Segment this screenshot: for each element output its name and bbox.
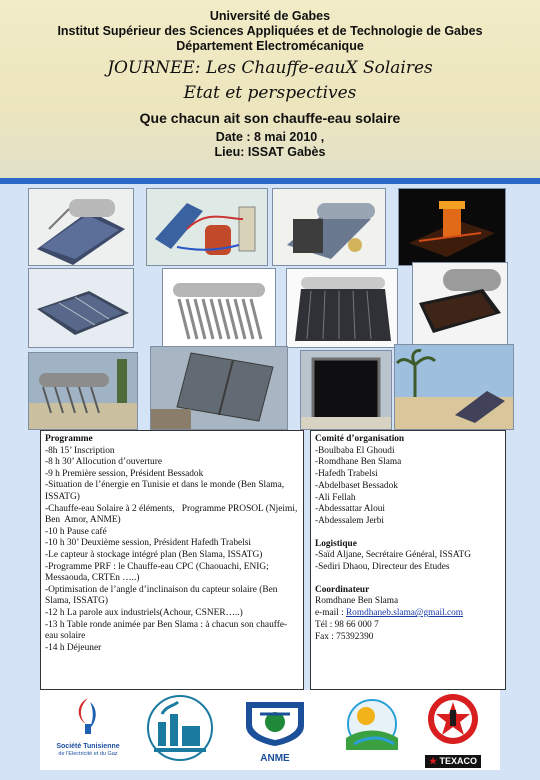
event-subtitle: Etat et perspectives: [183, 83, 357, 103]
coordinator-tel: Tél : 98 66 000 7: [315, 619, 379, 630]
programme-item: -12 h La parole aux industriels(Achour, CSNER…..): [45, 607, 243, 618]
solar-tank-photo: [272, 188, 386, 266]
steg-logo: [50, 694, 126, 766]
programme-panel: [40, 430, 304, 690]
black-panel-photo: [300, 350, 392, 430]
logistique-member: -Sediri Dhaou, Directeur des Etudes: [315, 562, 450, 573]
texaco-star-icon: [426, 692, 480, 746]
comite-member: -Abdessalem Jerbi: [315, 515, 384, 526]
programme-item: -8h 15’ Inscription: [45, 445, 115, 456]
programme-item: -Situation de l’énergie en Tunisie et dans le monde (Ben Slama, ISSATG): [45, 480, 287, 502]
steg-caption-2: de l'Electricité et du Gaz: [58, 751, 118, 757]
industrial-logo: [140, 692, 220, 766]
tube-array-photo: [286, 268, 398, 348]
poster-header: [0, 0, 540, 178]
programme-item: -8 h 30’ Allocution d’ouverture: [45, 457, 162, 468]
comite-member: -Boulbaba El Ghoudi: [315, 445, 395, 456]
programme-item: -9 h Première session, Président Bessadok: [45, 468, 204, 479]
coordinator-email-link[interactable]: Romdhaneb.slama@gmail.com: [345, 608, 463, 619]
anme-label: ANME: [260, 753, 290, 764]
solar-heater-photo-1: [28, 188, 134, 266]
institute-name: Institut Supérieur des Sciences Appliquées et de Technologie de Gabes: [57, 24, 483, 38]
factory-emblem-icon: [140, 692, 220, 766]
event-date: Date : 8 mai 2010 ,: [215, 130, 325, 144]
solar-cutaway-photo: [398, 188, 506, 266]
integrated-collector-photo: [150, 346, 288, 430]
programme-item: -13 h Table ronde animée par Ben Slama : à chacun son chauffe-eau solaire: [45, 619, 288, 642]
anme-emblem-icon: [236, 692, 314, 748]
steg-caption-1: Société Tunisienne: [56, 743, 120, 750]
comite-member: -Abdelbaset Bessadok: [315, 480, 398, 491]
organisation-panel: [310, 430, 506, 690]
coordinator-email-row: [315, 608, 501, 620]
coordinator-name: Romdhane Ben Slama: [315, 596, 399, 607]
evacuated-tube-photo: [162, 268, 276, 348]
programme-item: -14 h Déjeuner: [45, 642, 102, 653]
logistique-member: -Saïd Aljane, Secrétaire Général, ISSATG: [315, 550, 471, 561]
programme-item: -Optimisation de l’angle d’inclinaison du capteur solaire (Ben Slama, ISSATG): [45, 584, 280, 607]
sponsor-logos: [40, 690, 500, 770]
compact-heater-photo: [412, 262, 508, 348]
flat-collector-photo: [28, 268, 134, 348]
department-name: Département Electromécanique: [176, 39, 364, 53]
programme-item: -Chauffe-eau Solaire à 2 éléments, Programme PROSOL (Njeimi, Ben Amor, ANME): [45, 503, 300, 526]
comite-member: -Romdhane Ben Slama: [315, 457, 402, 468]
desert-installation-photo: [394, 344, 514, 430]
university-name: Université de Gabes: [209, 9, 331, 23]
texaco-logo: [418, 692, 488, 768]
comite-heading: Comité d’organisation: [315, 434, 405, 444]
slogan: Que chacun ait son chauffe-eau solaire: [139, 110, 401, 126]
anme-logo: [232, 692, 318, 768]
event-location: Lieu: ISSAT Gabès: [214, 145, 326, 159]
texaco-mini-star-icon: ★: [428, 756, 438, 766]
comite-member: -Hafedh Trabelsi: [315, 469, 378, 480]
programme-heading: Programme: [45, 434, 93, 444]
texaco-label: TEXACO: [439, 756, 478, 766]
sun-emblem-icon: [332, 694, 408, 766]
programme-item: -10 h Pause café: [45, 526, 107, 537]
steg-emblem-icon: [68, 694, 108, 738]
programme-item: -10 h 30’ Deuxième session, Président Hafedh Trabelsi: [45, 538, 252, 549]
coordinator-fax: Fax : 75392390: [315, 631, 374, 642]
email-label: e-mail :: [315, 608, 346, 619]
comite-member: -Abdessattar Aloui: [315, 504, 385, 515]
solar-diagram-photo: [146, 188, 268, 266]
programme-item: -Le capteur à stockage intégré plan (Ben Slama, ISSATG): [45, 549, 263, 560]
programme-item: -Programme PRF : le Chauffe-eau CPC (Chaouachi, ENIG; Messaouda, CRTEn …..): [45, 561, 272, 584]
comite-member: -Ali Fellah: [315, 492, 356, 503]
rooftop-installation-photo: [28, 352, 138, 430]
solar-program-logo: [332, 694, 408, 766]
logistique-heading: Logistique: [315, 538, 357, 549]
coordinator-heading: Coordinateur: [315, 584, 370, 595]
event-title: JOURNEE: Les Chauffe-eauX Solaires: [107, 58, 433, 78]
